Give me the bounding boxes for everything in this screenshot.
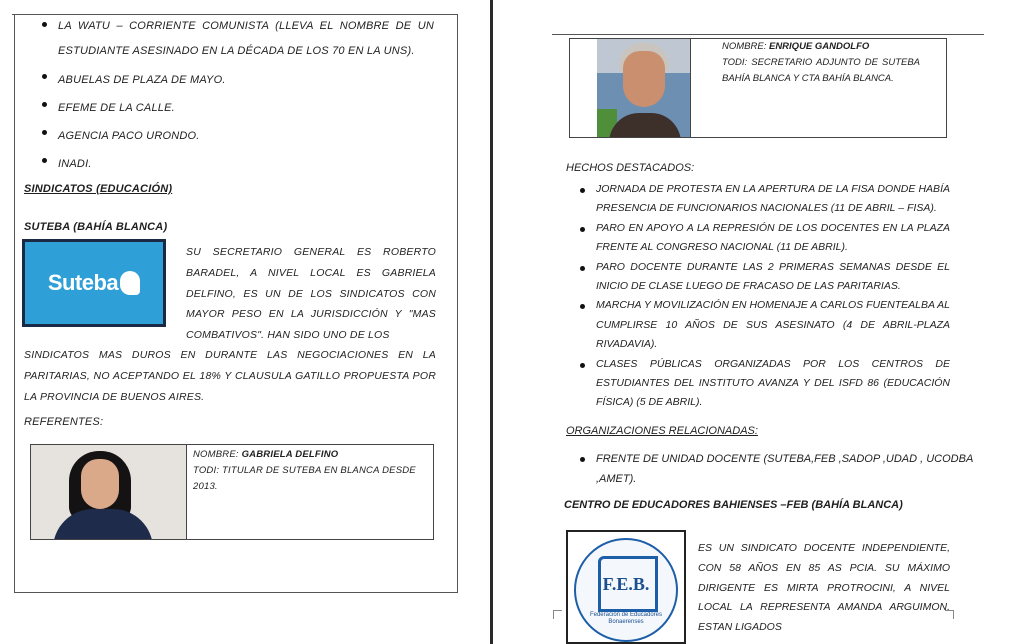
referente-photo (31, 445, 187, 539)
feb-logo (566, 530, 686, 644)
list-item: PARO DOCENTE DURANTE LAS 2 PRIMERAS SEMANAS DESDE EL INICIO DE CLASE LUEGO DE FRACASO DE LAS PARITARIAS. (576, 258, 950, 297)
referente-photo-right (597, 39, 691, 137)
referente-info-right (722, 39, 920, 87)
list-item: LA WATU – CORRIENTE COMUNISTA (LLEVA EL NOMBRE DE UN ESTUDIANTE ASESINADO EN LA DÉCADA DE LOS 70 EN LA UNS). (38, 14, 434, 64)
page-frame-line (14, 592, 458, 593)
organizaciones-list (576, 449, 976, 489)
referente-table-right (569, 38, 947, 138)
suteba-logo (22, 239, 166, 327)
list-item: JORNADA DE PROTESTA EN LA APERTURA DE LA FISA DONDE HABÍA PRESENCIA DE FUNCIONARIOS NACIONALES (11 DE ABRIL – FISA). (576, 180, 950, 219)
list-item: INADI. (38, 150, 434, 178)
list-item: AGENCIA PACO URONDO. (38, 122, 434, 150)
list-item: ABUELAS DE PLAZA DE MAYO. (38, 66, 434, 94)
referentes-label: REFERENTES: (24, 416, 104, 428)
referente-role: SECRETARIO ADJUNTO DE SUTEBA BAHÍA BLANCA Y CTA BAHÍA BLANCA. (722, 57, 921, 84)
hechos-label: HECHOS DESTACADOS: (566, 162, 695, 174)
suteba-logo-text: Suteba (47, 270, 119, 295)
role-label: TODI: (722, 57, 748, 68)
page-frame-line (14, 14, 15, 592)
referente-name: ENRIQUE GANDOLFO (768, 41, 870, 52)
role-label: TODI: (193, 465, 220, 476)
list-item: PARO EN APOYO A LA REPRESIÓN DE LOS DOCENTES EN LA PLAZA FRENTE AL CONGRESO NACIONAL (11 DE ABRIL). (576, 219, 950, 258)
feb-logo-text: F.E.B. (602, 574, 650, 594)
name-label: NOMBRE: (193, 449, 239, 460)
feb-heading: CENTRO DE EDUCADORES BAHIENSES –FEB (BAHÍA BLANCA) (564, 499, 903, 511)
page-frame-line (457, 14, 458, 592)
feb-logo-circle-icon (574, 538, 678, 642)
suteba-logo-mark-icon (120, 271, 140, 295)
referente-table (30, 444, 434, 540)
page-corner-mark (553, 610, 562, 619)
section-heading: SINDICATOS (EDUCACIÓN) (24, 183, 173, 195)
name-label: NOMBRE: (722, 41, 767, 52)
referente-info (193, 447, 429, 495)
referente-role-line (193, 463, 429, 495)
document-page-left (0, 0, 490, 644)
referente-name: GABRIELA DELFINO (241, 449, 339, 460)
organizaciones-label: ORGANIZACIONES RELACIONADAS: (566, 425, 758, 437)
list-item: FRENTE DE UNIDAD DOCENTE (SUTEBA,FEB ,SADOP ,UDAD , UCODBA ,AMET). (576, 449, 976, 489)
list-item: MARCHA Y MOVILIZACIÓN EN HOMENAJE A CARLOS FUENTEALBA AL CUMPLIRSE 10 AÑOS DE SUS ASESINATO (4 DE ABRIL-PLAZA RIVADAVIA). (576, 296, 950, 354)
referente-name-line (193, 447, 429, 463)
page-divider (490, 0, 493, 644)
feb-paragraph: ES UN SINDICATO DOCENTE INDEPENDIENTE, CON 58 AÑOS EN 85 AS PCIA. SU MÁXIMO DIRIGENTE ES MIRTA PROTROCINI, A NIVEL LOCAL LA REPRESENTA AMANDA ARGUIMON. ESTAN LIGADOS (698, 542, 950, 634)
list-item: EFEME DE LA CALLE. (38, 94, 434, 122)
hechos-list (576, 180, 950, 413)
suteba-paragraph: SU SECRETARIO GENERAL ES ROBERTO BARADEL, A NIVEL LOCAL ES GABRIELA DELFINO, ES UN DE LOS SINDICATOS CON MAYOR PESO EN LA JURISDICCIÓN Y "MAS COMBATIVOS". HAN SIDO UNO DE LOS (186, 246, 436, 342)
suteba-heading: SUTEBA (BAHÍA BLANCA) (24, 221, 168, 233)
organizations-list-top (38, 14, 434, 178)
page-frame-line (552, 34, 984, 35)
suteba-paragraph-continued: SINDICATOS MAS DUROS EN DURANTE LAS NEGOCIACIONES EN LA PARITARIAS, NO ACEPTANDO EL 18% Y CLAUSULA GATILLO PROPUESTA POR LA PROVINCIA DE BUENOS AIRES. (24, 349, 436, 403)
page-corner-mark (945, 610, 954, 619)
feb-logo-subtitle: Federación de Educadores Bonaerenses (589, 612, 663, 625)
list-item: CLASES PÚBLICAS ORGANIZADAS POR LOS CENTROS DE ESTUDIANTES DEL INSTITUTO AVANZA Y DEL ISFD 86 (EDUCACIÓN FÍSICA) (5 DE ABRIL). (576, 355, 950, 413)
referente-role: TITULAR DE SUTEBA EN BLANCA DESDE 2013. (193, 465, 416, 492)
referente-role-line (722, 55, 920, 87)
referente-name-line (722, 39, 920, 55)
